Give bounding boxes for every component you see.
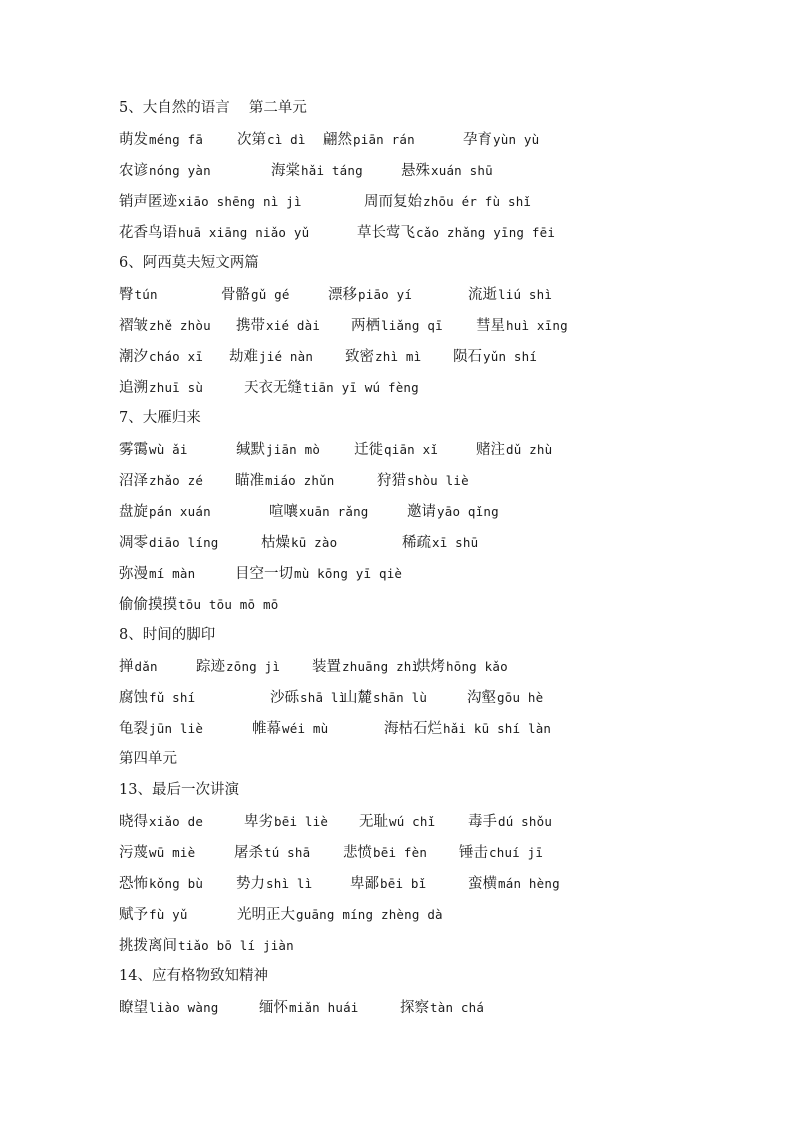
vocab-pinyin: jūn liè [149,721,204,736]
vocab-word: 悬殊 [401,163,430,179]
vocab-word: 褶皱 [119,318,148,334]
vocab-entry [235,465,335,497]
vocab-word: 农谚 [119,163,148,179]
vocab-pinyin: hōng kǎo [446,659,508,674]
vocab-word: 流逝 [468,287,497,303]
vocab-word: 龟裂 [119,721,148,737]
vocab-entry [119,868,203,900]
vocab-entry [119,713,203,745]
vocab-entry [229,341,313,373]
vocab-pinyin: liǎng qī [381,318,443,333]
vocab-entry [359,806,435,838]
vocab-word: 花香鸟语 [119,225,177,241]
vocab-word: 瞭望 [119,1000,148,1016]
vocab-word: 沟壑 [467,690,496,706]
vocab-line [119,465,759,496]
vocab-entry [402,527,478,559]
vocab-pinyin: fù yǔ [149,907,188,922]
vocab-word: 探察 [400,1000,429,1016]
vocab-word: 次第 [237,132,266,148]
vocab-pinyin: shā lì [300,690,347,705]
vocab-pinyin: xiāo shēng nì jì [178,194,302,209]
vocab-pinyin: xuān rǎng [299,504,369,519]
vocab-line [119,930,759,961]
vocab-entry [467,682,543,714]
vocab-entry [119,372,203,404]
vocab-word: 翩然 [323,132,352,148]
vocab-word: 屠杀 [234,845,263,861]
vocab-entry [221,279,290,311]
vocab-word: 盘旋 [119,504,148,520]
vocab-pinyin: yùn yù [493,132,540,147]
vocab-entry [119,124,203,156]
vocab-entry [364,186,531,218]
vocab-entry [459,837,543,869]
vocab-pinyin: zhì mì [375,349,422,364]
vocab-word: 卑劣 [244,814,273,830]
vocab-entry [119,899,188,931]
vocab-word: 山麓 [343,690,372,706]
vocab-line [119,124,759,155]
vocab-word: 赌注 [476,442,505,458]
vocab-entry [119,310,211,342]
vocab-word: 萌发 [119,132,148,148]
vocab-entry [119,217,309,249]
vocab-line [119,868,759,899]
vocab-pinyin: cháo xī [149,349,204,364]
vocab-entry [119,930,294,962]
vocab-pinyin: xī shū [432,535,479,550]
vocab-word: 无耻 [359,814,388,830]
section-heading: 13、最后一次讲演 [119,782,239,798]
vocab-entry [119,465,203,497]
vocab-pinyin: diāo líng [149,535,219,550]
vocab-pinyin: shì lì [266,876,313,891]
vocab-line [119,806,759,837]
vocab-pinyin: jiān mò [266,442,321,457]
vocab-pinyin: huì xīng [506,318,568,333]
vocab-word: 瞄准 [235,473,264,489]
vocab-word: 枯燥 [261,535,290,551]
vocab-word: 劫难 [229,349,258,365]
vocab-word: 势力 [236,876,265,892]
vocab-pinyin: yǔn shí [483,349,538,364]
vocab-entry [119,589,278,621]
section-heading: 8、时间的脚印 [119,627,216,643]
vocab-entry [119,992,219,1024]
vocab-word: 光明正大 [237,907,295,923]
vocab-line [119,651,759,682]
vocab-pinyin: hǎi kū shí làn [443,721,552,736]
vocab-pinyin: shòu liè [407,473,469,488]
vocab-entry [343,682,427,714]
vocab-pinyin: nóng yàn [149,163,211,178]
vocab-pinyin: wù ǎi [149,442,188,457]
vocab-entry [237,899,443,931]
vocab-word: 臀 [119,287,134,303]
vocab-pinyin: qiān xǐ [384,442,439,457]
vocab-entry [244,372,419,404]
vocab-entry [236,868,312,900]
vocab-pinyin: hǎi táng [301,163,363,178]
vocab-entry [463,124,539,156]
vocab-pinyin: liào wàng [149,1000,219,1015]
vocab-entry [119,155,211,187]
vocab-entry [119,434,188,466]
vocab-pinyin: miáo zhǔn [265,473,335,488]
vocab-entry [119,806,203,838]
vocab-line [119,899,759,930]
vocab-line [119,527,759,558]
vocab-entry [235,558,402,590]
vocab-entry [312,651,419,683]
vocab-word: 陨石 [453,349,482,365]
vocab-line [119,434,759,465]
vocab-pinyin: wéi mù [282,721,329,736]
vocab-word: 邀请 [407,504,436,520]
vocab-entry [323,124,415,156]
vocab-line [119,558,759,589]
vocab-line [119,279,759,310]
vocab-word: 帷幕 [252,721,281,737]
vocab-word: 偷偷摸摸 [119,597,177,613]
vocab-pinyin: xiǎo de [149,814,204,829]
vocab-line [119,341,759,372]
vocab-entry [196,651,280,683]
vocab-pinyin: bēi fèn [373,845,428,860]
vocab-word: 锤击 [459,845,488,861]
vocab-pinyin: tōu tōu mō mō [178,597,279,612]
vocab-line [119,372,759,403]
vocab-entry [351,310,443,342]
vocab-entry [119,558,195,590]
vocab-entry [407,496,499,528]
vocab-entry [244,806,328,838]
vocab-pinyin: pán xuán [149,504,211,519]
vocab-pinyin: tún [134,287,158,302]
vocab-entry [119,682,195,714]
vocab-word: 漂移 [328,287,357,303]
vocab-pinyin: chuí jī [489,845,544,860]
vocab-pinyin: jié nàn [259,349,314,364]
vocab-word: 天衣无缝 [244,380,302,396]
vocab-entry [269,496,369,528]
vocab-entry [261,527,337,559]
vocab-entry [119,527,219,559]
vocab-pinyin: zōng jì [226,659,281,674]
vocab-word: 周而复始 [364,194,422,210]
vocab-line [119,310,759,341]
vocab-word: 凋零 [119,535,148,551]
vocab-word: 晓得 [119,814,148,830]
vocab-entry [468,806,552,838]
vocab-word: 弥漫 [119,566,148,582]
vocab-line [119,992,759,1023]
vocab-entry [384,713,551,745]
vocab-word: 沙砾 [270,690,299,706]
vocab-pinyin: piāo yí [358,287,413,302]
vocab-entry [401,155,493,187]
vocab-pinyin: liú shì [498,287,553,302]
vocab-entry [119,837,195,869]
vocab-word: 喧嚷 [269,504,298,520]
vocab-entry [468,279,552,311]
vocab-entry [236,434,320,466]
vocab-line [119,186,759,217]
vocab-word: 骨骼 [221,287,250,303]
vocab-pinyin: kū zào [291,535,338,550]
vocab-entry [476,310,568,342]
vocab-word: 海棠 [271,163,300,179]
vocab-pinyin: fǔ shí [149,690,196,705]
vocab-word: 掸 [119,659,134,675]
vocab-entry [468,868,560,900]
vocab-word: 潮汐 [119,349,148,365]
vocab-word: 沼泽 [119,473,148,489]
vocab-word: 迁徙 [354,442,383,458]
vocab-pinyin: piān rán [353,132,415,147]
vocab-word: 烘烤 [416,659,445,675]
vocab-pinyin: miǎn huái [289,1000,359,1015]
vocab-entry [354,434,438,466]
document-page [119,93,759,1023]
vocab-entry [119,186,302,218]
vocab-entry [357,217,555,249]
vocab-line [119,837,759,868]
vocab-pinyin: mí màn [149,566,196,581]
vocab-entry [377,465,469,497]
vocab-pinyin: wú chǐ [389,814,436,829]
vocab-pinyin: huā xiāng niǎo yǔ [178,225,310,240]
vocab-pinyin: kǒng bù [149,876,204,891]
vocab-pinyin: wū miè [149,845,196,860]
vocab-pinyin: mù kōng yī qiè [294,566,403,581]
vocabulary-list [119,93,759,1023]
vocab-word: 挑拨离间 [119,938,177,954]
vocab-word: 装置 [312,659,341,675]
vocab-word: 毒手 [468,814,497,830]
vocab-pinyin: zhōu ér fù shǐ [423,194,532,209]
vocab-pinyin: cǎo zhǎng yīng fēi [416,225,556,240]
vocab-pinyin: tiǎo bō lí jiàn [178,938,294,953]
vocab-pinyin: zhuāng zhì [342,659,420,674]
vocab-word: 卑鄙 [350,876,379,892]
vocab-word: 踪迹 [196,659,225,675]
vocab-pinyin: zhě zhòu [149,318,211,333]
vocab-line [119,155,759,186]
vocab-word: 悲愤 [343,845,372,861]
vocab-entry [259,992,359,1024]
vocab-entry [350,868,426,900]
vocab-word: 狩猎 [377,473,406,489]
vocab-word: 两栖 [351,318,380,334]
vocab-pinyin: dǔ zhù [506,442,553,457]
section-heading: 6、阿西莫夫短文两篇 [119,255,259,271]
vocab-word: 缄默 [236,442,265,458]
vocab-entry [476,434,552,466]
vocab-word: 恐怖 [119,876,148,892]
vocab-word: 携带 [236,318,265,334]
vocab-pinyin: cì dì [267,132,306,147]
vocab-pinyin: tiān yī wú fèng [303,380,419,395]
vocab-pinyin: gǔ gé [251,287,290,302]
vocab-pinyin: shān lù [373,690,428,705]
vocab-pinyin: bēi bǐ [380,876,427,891]
vocab-entry [345,341,421,373]
vocab-entry [119,496,211,528]
vocab-pinyin: yāo qǐng [437,504,499,519]
vocab-entry [270,682,346,714]
vocab-entry [237,124,306,156]
vocab-entry [416,651,508,683]
vocab-entry [252,713,328,745]
vocab-word: 草长莺飞 [357,225,415,241]
vocab-line [119,713,759,744]
vocab-entry [343,837,427,869]
vocab-pinyin: xié dài [266,318,321,333]
vocab-word: 致密 [345,349,374,365]
vocab-entry [236,310,320,342]
vocab-pinyin: mán hèng [498,876,560,891]
vocab-pinyin: xuán shū [431,163,493,178]
vocab-line [119,589,759,620]
vocab-word: 追溯 [119,380,148,396]
section-heading: 第四单元 [119,751,177,767]
vocab-word: 稀疏 [402,535,431,551]
vocab-pinyin: tú shā [264,845,311,860]
vocab-word: 腐蚀 [119,690,148,706]
vocab-entry [400,992,484,1024]
vocab-pinyin: dǎn [134,659,158,674]
vocab-word: 彗星 [476,318,505,334]
vocab-pinyin: zhǎo zé [149,473,204,488]
vocab-word: 赋予 [119,907,148,923]
vocab-pinyin: gōu hè [497,690,544,705]
vocab-pinyin: méng fā [149,132,204,147]
section-heading: 7、大雁归来 [119,410,201,426]
vocab-line [119,682,759,713]
vocab-entry [119,279,158,311]
vocab-line [119,496,759,527]
vocab-word: 销声匿迹 [119,194,177,210]
vocab-entry [328,279,412,311]
vocab-pinyin: tàn chá [430,1000,485,1015]
vocab-word: 雾霭 [119,442,148,458]
vocab-pinyin: zhuī sù [149,380,204,395]
vocab-entry [119,341,203,373]
vocab-word: 目空一切 [235,566,293,582]
vocab-entry [119,651,158,683]
vocab-word: 蛮横 [468,876,497,892]
vocab-word: 海枯石烂 [384,721,442,737]
vocab-pinyin: guāng míng zhèng dà [296,907,443,922]
vocab-entry [453,341,537,373]
vocab-line [119,217,759,248]
vocab-word: 污蔑 [119,845,148,861]
vocab-word: 孕育 [463,132,492,148]
vocab-word: 缅怀 [259,1000,288,1016]
vocab-pinyin: dú shǒu [498,814,553,829]
vocab-entry [234,837,310,869]
vocab-entry [271,155,363,187]
section-heading: 5、大自然的语言 第二单元 [119,100,307,116]
section-heading: 14、应有格物致知精神 [119,968,268,984]
vocab-pinyin: bēi liè [274,814,329,829]
